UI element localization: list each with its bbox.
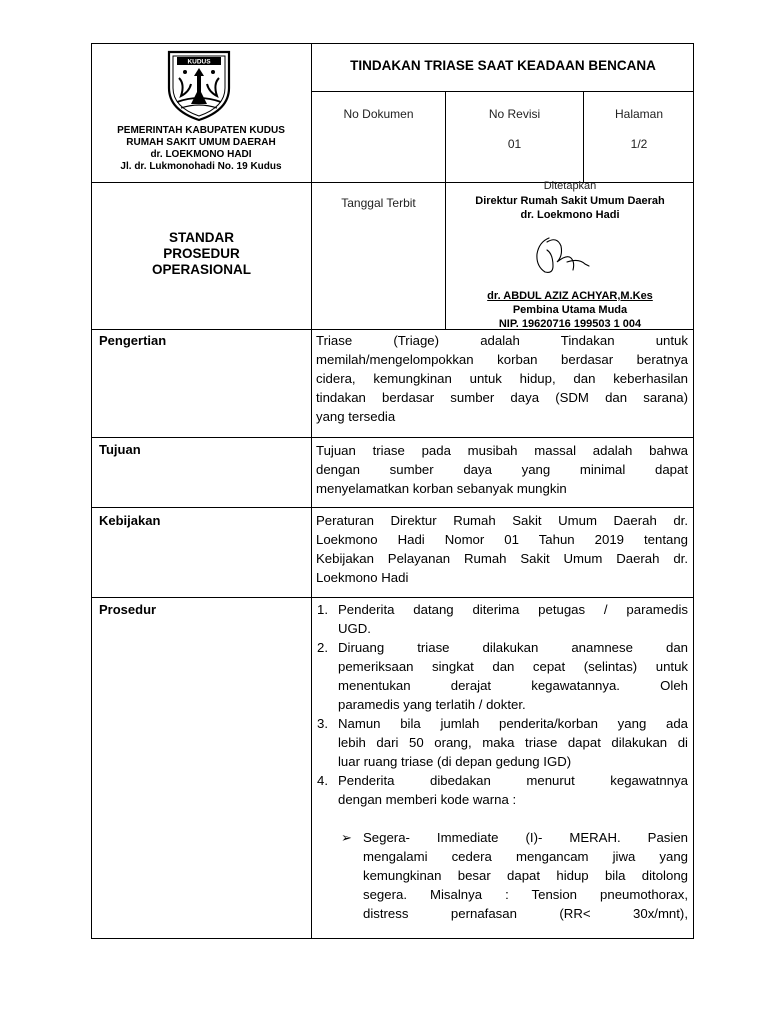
row-divider — [311, 91, 694, 92]
text-line: dengan sumber daya yang minimal dapat — [316, 462, 688, 477]
approver-title — [446, 194, 694, 222]
pengertian-label: Pengertian — [99, 333, 167, 348]
text-line: yang tersedia — [316, 409, 396, 424]
document-type-line: STANDAR — [169, 230, 234, 245]
row-divider — [91, 597, 694, 598]
text-line: Diruang triase dilakukan anamnese dan — [338, 640, 688, 655]
text-line: Tujuan triase pada musibah massal adalah bahwa — [316, 443, 688, 458]
tanggal-terbit-label: Tanggal Terbit — [341, 196, 416, 210]
text-line: luar ruang triase (di depan gedung IGD) — [338, 754, 572, 769]
document-type — [92, 230, 311, 278]
text-line: mengalami cedera mengancam jiwa yang — [363, 849, 688, 864]
halaman-label: Halaman — [614, 107, 664, 121]
signer-nip: NIP. 19620716 199503 1 004 — [498, 318, 642, 330]
procedure-list — [311, 600, 688, 809]
text-line: lebih dari 50 orang, maka triase dapat dilakukan di — [338, 735, 688, 750]
no-revisi-label: No Revisi — [488, 107, 541, 121]
director-signature — [527, 232, 593, 278]
text-line: memilah/mengelompokkan korban berdasar beratnya — [316, 352, 688, 367]
halaman-value: 1/2 — [630, 137, 648, 151]
row-divider — [91, 437, 694, 438]
document-title: TINDAKAN TRIASE SAAT KEADAAN BENCANA — [350, 58, 656, 73]
procedure-step — [311, 771, 688, 809]
kudus-regency-logo — [163, 48, 235, 122]
text-line: paramedis yang terlatih / dokter. — [338, 697, 526, 712]
text-line: Loekmono Hadi — [316, 570, 409, 585]
text-line: menyelamatkan korban sebanyak mungkin — [316, 481, 567, 496]
kebijakan-text — [316, 511, 688, 587]
text-line: Penderita datang diterima petugas / paramedis — [338, 602, 688, 617]
institution-line: Jl. dr. Lukmonohadi No. 19 Kudus — [120, 161, 282, 172]
no-dokumen-label: No Dokumen — [343, 107, 414, 121]
document-type-line: OPERASIONAL — [151, 262, 251, 277]
text-line: UGD. — [338, 621, 371, 636]
kebijakan-label: Kebijakan — [99, 513, 161, 528]
prosedur-label: Prosedur — [99, 602, 157, 617]
ditetapkan-label: Ditetapkan — [543, 180, 597, 192]
logo-text: KUDUS — [187, 58, 211, 66]
row-divider — [91, 507, 694, 508]
text-line: Segera- Immediate (I)- MERAH. Pasien — [363, 830, 688, 845]
institution-line: PEMERINTAH KABUPATEN KUDUS — [117, 125, 285, 136]
step-number: 2. — [317, 640, 328, 655]
text-line: Kebijakan Pelayanan Rumah Sakit Umum Daerah dr. — [316, 551, 688, 566]
text-line: kemungkinan besar dapat hidup bila ditolong — [363, 868, 688, 883]
text-line: Triase (Triage) adalah Tindakan untuk — [316, 333, 688, 348]
institution-line: dr. LOEKMONO HADI — [150, 149, 252, 160]
pengertian-text — [316, 331, 688, 426]
text-line: segera. Misalnya : Tension pneumothorax, — [363, 887, 688, 902]
text-line: Peraturan Direktur Rumah Sakit Umum Daerah dr. — [316, 513, 688, 528]
institution-info — [93, 125, 309, 173]
tujuan-text — [316, 441, 688, 498]
no-revisi-value: 01 — [507, 137, 522, 151]
approver-title-line: Direktur Rumah Sakit Umum Daerah — [475, 195, 665, 207]
signer-rank: Pembina Utama Muda — [512, 304, 628, 316]
document-type-line: PROSEDUR — [163, 246, 240, 261]
procedure-step — [311, 600, 688, 638]
text-line: Penderita dibedakan menurut kegawatnnya — [338, 773, 688, 788]
signer-name: dr. ABDUL AZIZ ACHYAR,M.Kes — [487, 290, 653, 302]
institution-line: RUMAH SAKIT UMUM DAERAH — [126, 137, 276, 148]
text-line: tindakan berdasar sumber daya (SDM dan sarana) — [316, 390, 688, 405]
tujuan-label: Tujuan — [99, 442, 141, 457]
approver-title-line: dr. Loekmono Hadi — [520, 209, 620, 221]
procedure-step — [311, 638, 688, 714]
text-line: pemeriksaan singkat dan cepat (selintas) untuk — [338, 659, 688, 674]
step-number: 3. — [317, 716, 328, 731]
prosedur-content — [311, 600, 688, 923]
step-number: 1. — [317, 602, 328, 617]
signer-block — [446, 289, 694, 331]
triage-category-item — [311, 828, 688, 923]
step-number: 4. — [317, 773, 328, 788]
text-line: dengan memberi kode warna : — [338, 792, 517, 807]
text-line: distress pernafasan (RR< 30x/mnt), — [363, 906, 688, 921]
arrow-bullet-icon: ➢ — [341, 830, 353, 845]
text-line: Namun bila jumlah penderita/korban yang ada — [338, 716, 688, 731]
procedure-step — [311, 714, 688, 771]
text-line: Loekmono Hadi Nomor 01 Tahun 2019 tentang — [316, 532, 688, 547]
text-line: menentukan derajat kegawatannya. Oleh — [338, 678, 688, 693]
text-line: cidera, kemungkinan untuk hidup, dan keberhasilan — [316, 371, 688, 386]
